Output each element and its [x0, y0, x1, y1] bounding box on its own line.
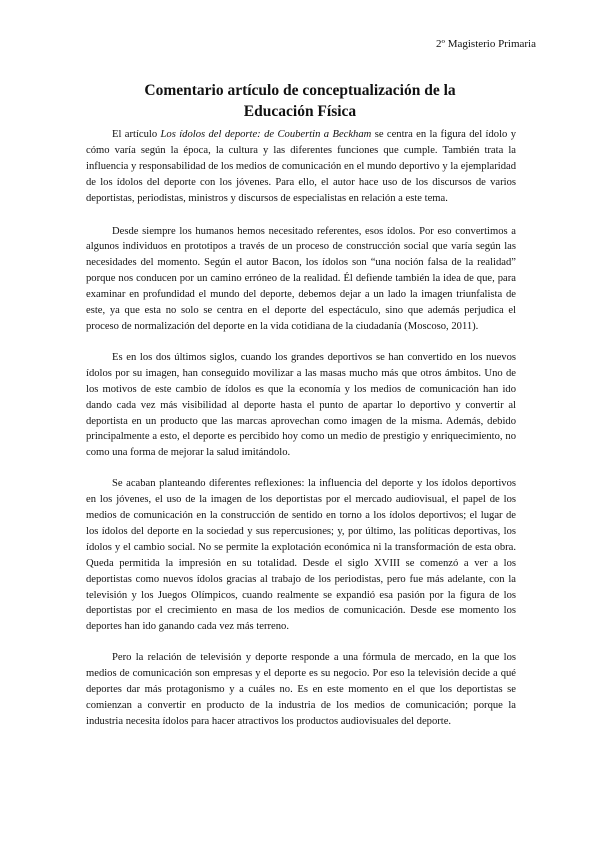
paragraph-3: Es en los dos últimos siglos, cuando los grandes deportivos se han convertido en los nuevos ídolos por su imagen, han conseguido movilizar a las masas mucho más que otros ámbitos. Uno de los motivos de este cambio de ídolos es que la economía y los medios de comunicación han ido dando cada vez más visibilidad al deporte hasta el punto de apartar lo deportivo y convertir al deportista en un producto que las marcas aprovechan como imagen de la misma. Además, debido principalmente a esto, el deporte es percibido hoy como un medio de prestigio y enriquecimiento, no como una forma de mejorar la salud imitándolo.: [86, 351, 516, 459]
paragraph-1-rest: se centra en la figura del ídolo y cómo varía según la época, la cultura y las diferentes funciones que cumple. También trata la influencia y responsabilidad de los medios de comunicación en el mundo deportivo y la ejemplaridad de los ídolos del deporte con los jóvenes. Para ello, el autor hace uso de los discursos de varios deportistas, periodistas, ministros y discursos de especialistas en relación a este tema.: [86, 129, 516, 204]
paragraph-1: [86, 127, 516, 207]
paragraph-1-intro: El artículo: [112, 129, 161, 140]
title-line-1: Comentario artículo de conceptualización de la: [144, 82, 456, 99]
document-body: [86, 127, 516, 745]
paragraph-5: Pero la relación de televisión y deporte responde a una fórmula de mercado, en la que los medios de comunicación son empresas y el deporte es su negocio. Por eso la televisión decide a qué deportes dar más protagonismo y a cuáles no. Es en este momento en el que los deportistas se comienzan a convertir en producto de la industria de los medios de comunicación; porque la industria necesita ídolos para hacer atractivos los productos audiovisuales del deporte.: [86, 652, 516, 727]
paragraph-2: Desde siempre los humanos hemos necesitado referentes, esos ídolos. Por eso convertimos a algunos individuos en prototipos a través de un proceso de construcción social que varía según las necesidades del momento. Según el autor Bacon, los ídolos son “una noción falsa de la realidad” porque nos conducen por un camino erróneo de la realidad. Él defiende también la idea de que, para examinar en profundidad el mundo del deporte, debemos dejar a un lado la imagen triunfalista de este, ya que esta no solo se centra en el deporte del espectáculo, sino que además perjudica el proceso de normalización del deporte en la vida cotidiana de la ciudadanía (Moscoso, 2011).: [86, 225, 516, 332]
document-title: [88, 80, 512, 122]
page-header: 2º Magisterio Primaria: [436, 38, 536, 50]
article-title: Los ídolos del deporte: de Coubertin a Beckham: [160, 129, 372, 140]
title-line-2: Educación Física: [243, 103, 357, 120]
paragraph-4: Se acaban planteando diferentes reflexiones: la influencia del deporte y los ídolos deportivos en los jóvenes, el uso de la imagen de los deportistas por el mercado audiovisual, el papel de los medios de comunicación en la construcción de sentido en torno a los ídolos deportivos; el lugar de los ídolos del deporte en la sociedad y sus repercusiones; y, por último, las políticas deportivas, los ídolos y el cambio social. No se permite la explotación económica ni la transformación de esta obra. Queda permitida la impresión en su totalidad. Desde el siglo XVIII se comenzó a ver a los deportistas como nuevos ídolos gracias al trabajo de los periodistas, pero fue más adelante, con la televisión y los Juegos Olímpicos, cuando realmente se expandió esa pasión por la figura de los deportistas por el crecimiento en masa de los medios de comunicación. Desde ese momento los deportes han ido ganando cada vez más terreno.: [86, 478, 516, 633]
